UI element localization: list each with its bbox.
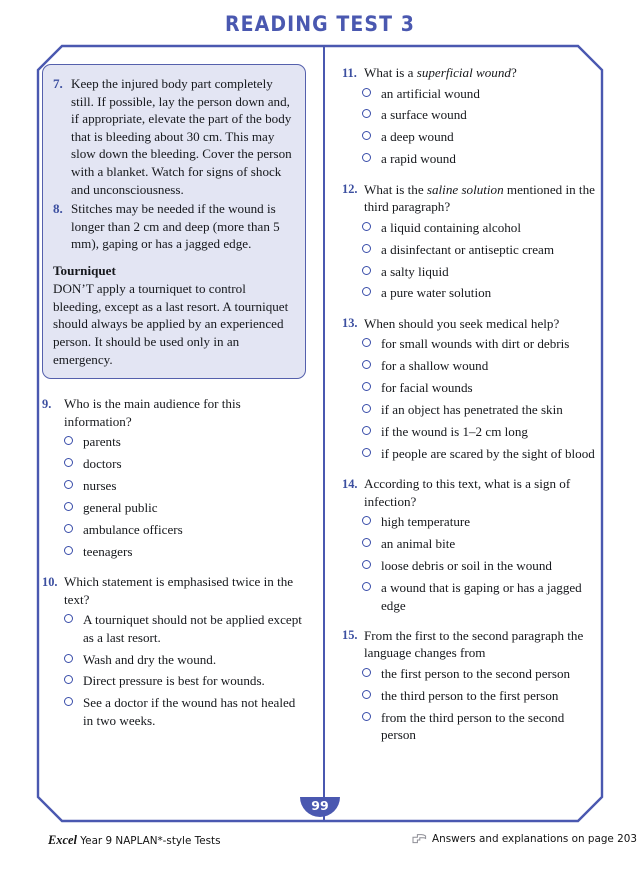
right-column	[320, 56, 602, 815]
option-label: ambulance officers	[83, 521, 183, 537]
radio-circle-icon[interactable]	[362, 379, 381, 391]
question-heading	[42, 395, 306, 430]
option-list	[362, 665, 598, 744]
option-item[interactable]	[64, 543, 306, 560]
question-number: 15.	[342, 628, 358, 643]
radio-circle-icon[interactable]	[362, 335, 381, 347]
question-heading	[342, 181, 598, 216]
option-list	[362, 219, 598, 302]
option-item[interactable]	[362, 535, 598, 552]
option-item[interactable]	[362, 150, 598, 167]
stimulus-item	[51, 200, 293, 253]
option-list	[64, 433, 306, 560]
radio-circle-icon[interactable]	[362, 85, 381, 97]
option-item[interactable]	[64, 672, 306, 689]
option-label: an artificial wound	[381, 85, 480, 101]
question-number: 13.	[342, 316, 358, 331]
option-label: general public	[83, 499, 158, 515]
option-label: an animal bite	[381, 536, 456, 552]
stimulus-item-text: Keep the injured body part completely still. If possible, lay the person down and, if appropriate, elevate the part of the body that is bleeding about 30 cm. This may slow down the bleeding. Cover the person with a blanket. Watch for signs of shock and unconsciousness.	[71, 76, 292, 197]
option-item[interactable]	[362, 513, 598, 530]
radio-circle-icon[interactable]	[362, 709, 381, 721]
radio-circle-icon[interactable]	[362, 579, 381, 591]
option-label: Wash and dry the wound.	[83, 651, 217, 667]
radio-circle-icon[interactable]	[362, 665, 381, 677]
option-label: for facial wounds	[381, 380, 473, 396]
radio-circle-icon[interactable]	[64, 651, 83, 663]
question-text-emphasis: superficial wound	[416, 65, 511, 80]
option-item[interactable]	[362, 85, 598, 102]
option-item[interactable]	[64, 694, 306, 729]
radio-circle-icon[interactable]	[362, 535, 381, 547]
radio-circle-icon[interactable]	[64, 611, 83, 623]
stimulus-item	[51, 75, 293, 198]
radio-circle-icon[interactable]	[362, 150, 381, 162]
option-label: a salty liquid	[381, 263, 449, 279]
radio-circle-icon[interactable]	[362, 219, 381, 231]
question-13	[342, 315, 598, 462]
option-label: a surface wound	[381, 107, 467, 123]
question-heading	[342, 315, 598, 333]
page-title: READING TEST 3	[225, 12, 415, 36]
option-item[interactable]	[362, 445, 598, 462]
question-text-after: mentioned in the third paragraph?	[364, 181, 595, 215]
question-text: According to this text, what is a sign of infection?	[364, 476, 571, 509]
radio-circle-icon[interactable]	[64, 543, 83, 555]
radio-circle-icon[interactable]	[362, 284, 381, 296]
question-number: 10.	[42, 574, 58, 589]
option-item[interactable]	[362, 379, 598, 396]
question-text-after: ?	[510, 65, 517, 80]
option-list	[64, 611, 306, 729]
option-label: loose debris or soil in the wound	[381, 558, 552, 574]
radio-circle-icon[interactable]	[64, 694, 83, 706]
option-list	[362, 513, 598, 614]
question-text-emphasis: saline solution	[426, 181, 504, 197]
option-item[interactable]	[362, 357, 598, 374]
question-heading	[42, 573, 306, 608]
radio-circle-icon[interactable]	[362, 357, 381, 369]
option-label: A tourniquet should not be applied except as a last resort.	[83, 612, 302, 645]
option-label: See a doctor if the wound has not healed in two weeks.	[83, 695, 296, 728]
stimulus-item-text: Stitches may be needed if the wound is longer than 2 cm and deep (more than 5 mm), gaping or has a jagged edge.	[71, 201, 280, 252]
option-label: nurses	[83, 478, 117, 494]
option-label: a liquid containing alcohol	[381, 219, 521, 235]
radio-circle-icon[interactable]	[64, 499, 83, 511]
option-label: if an object has penetrated the skin	[381, 402, 563, 418]
option-item[interactable]	[64, 651, 306, 668]
option-item[interactable]	[362, 284, 598, 301]
footer-brand-name: Excel	[48, 833, 77, 847]
option-label: from the third person to the second person	[381, 709, 565, 743]
option-label: a pure water solution	[381, 285, 492, 301]
question-text	[364, 64, 598, 82]
option-item[interactable]	[64, 455, 306, 472]
question-12	[342, 181, 598, 302]
option-label: teenagers	[83, 543, 133, 559]
radio-circle-icon[interactable]	[64, 477, 83, 489]
question-text-before: What is a	[364, 65, 417, 80]
page-number-badge: 99	[300, 797, 340, 817]
option-item[interactable]	[362, 335, 598, 352]
content-columns	[38, 56, 602, 815]
option-item[interactable]	[362, 106, 598, 123]
option-label: if the wound is 1–2 cm long	[381, 424, 528, 439]
question-number: 12.	[342, 182, 358, 197]
option-label: the first person to the second person	[381, 665, 571, 681]
option-label: high temperature	[381, 514, 471, 530]
option-item[interactable]	[362, 687, 598, 704]
footer-brand	[48, 833, 221, 848]
option-label: Direct pressure is best for wounds.	[83, 673, 265, 689]
question-heading	[342, 475, 598, 510]
option-label: the third person to the first person	[381, 687, 559, 703]
option-item[interactable]	[362, 423, 598, 440]
stimulus-heading: Tourniquet	[53, 263, 116, 279]
stimulus-item-number: 7.	[53, 76, 63, 91]
question-9	[42, 395, 306, 560]
question-15	[342, 627, 598, 744]
option-item[interactable]	[362, 709, 598, 744]
option-item[interactable]	[362, 579, 598, 614]
radio-circle-icon[interactable]	[362, 687, 381, 699]
option-list	[362, 85, 598, 168]
radio-circle-icon[interactable]	[362, 423, 381, 435]
option-item[interactable]	[64, 521, 306, 538]
option-label: for a shallow wound	[381, 358, 489, 374]
option-label: doctors	[83, 456, 122, 472]
question-11	[342, 64, 598, 168]
option-list	[362, 335, 598, 462]
option-item[interactable]	[362, 665, 598, 682]
page-footer	[38, 829, 637, 857]
radio-circle-icon[interactable]	[362, 263, 381, 275]
radio-circle-icon[interactable]	[362, 106, 381, 118]
option-item[interactable]	[64, 499, 306, 516]
radio-circle-icon[interactable]	[362, 513, 381, 525]
radio-circle-icon[interactable]	[362, 445, 381, 457]
question-text: Which statement is emphasised twice in the text?	[64, 574, 294, 607]
option-label: for small wounds with dirt or debris	[381, 336, 570, 352]
radio-circle-icon[interactable]	[64, 455, 83, 467]
option-item[interactable]	[64, 611, 306, 646]
option-label: parents	[83, 434, 121, 450]
option-label: if people are scared by the sight of blood	[381, 445, 595, 461]
left-column	[38, 56, 320, 815]
footer-answers-note	[412, 833, 637, 845]
option-item[interactable]	[362, 219, 598, 236]
option-item[interactable]	[64, 433, 306, 450]
question-text: Who is the main audience for this information?	[64, 396, 241, 429]
pointing-hand-icon	[412, 833, 427, 845]
option-item[interactable]	[362, 241, 598, 258]
question-14	[342, 475, 598, 614]
option-label: a deep wound	[381, 129, 454, 145]
option-item[interactable]	[362, 557, 598, 574]
question-number: 9.	[42, 396, 52, 411]
footer-brand-rest: Year 9 NAPLAN*-style Tests	[76, 835, 221, 847]
question-text	[364, 181, 598, 216]
option-label: a disinfectant or antiseptic cream	[381, 241, 555, 257]
stimulus-item-number: 8.	[53, 201, 63, 217]
option-item[interactable]	[64, 477, 306, 494]
radio-circle-icon[interactable]	[64, 433, 83, 445]
stimulus-box	[42, 64, 306, 379]
radio-circle-icon[interactable]	[64, 521, 83, 533]
radio-circle-icon[interactable]	[64, 672, 83, 684]
question-heading	[342, 627, 598, 662]
radio-circle-icon[interactable]	[362, 128, 381, 140]
question-number: 14.	[342, 476, 358, 491]
question-heading	[342, 64, 598, 82]
radio-circle-icon[interactable]	[362, 401, 381, 413]
question-text: When should you seek medical help?	[364, 315, 560, 331]
option-item[interactable]	[362, 263, 598, 280]
radio-circle-icon[interactable]	[362, 241, 381, 253]
radio-circle-icon[interactable]	[362, 557, 381, 569]
question-10	[42, 573, 306, 729]
option-label: a wound that is gaping or has a jagged edge	[381, 580, 582, 613]
question-number: 11.	[342, 65, 357, 80]
footer-answers-text: Answers and explanations on page 203	[432, 833, 637, 845]
option-item[interactable]	[362, 128, 598, 145]
option-label: a rapid wound	[381, 151, 456, 167]
option-item[interactable]	[362, 401, 598, 418]
question-text-before: What is the	[364, 181, 427, 197]
stimulus-paragraph: DON’T apply a tourniquet to control bleeding, except as a last resort. A tourniquet should always be applied by an experienced person. It should be used only in an emergency.	[53, 281, 289, 367]
question-text: From the first to the second paragraph the language changes from	[364, 627, 584, 661]
